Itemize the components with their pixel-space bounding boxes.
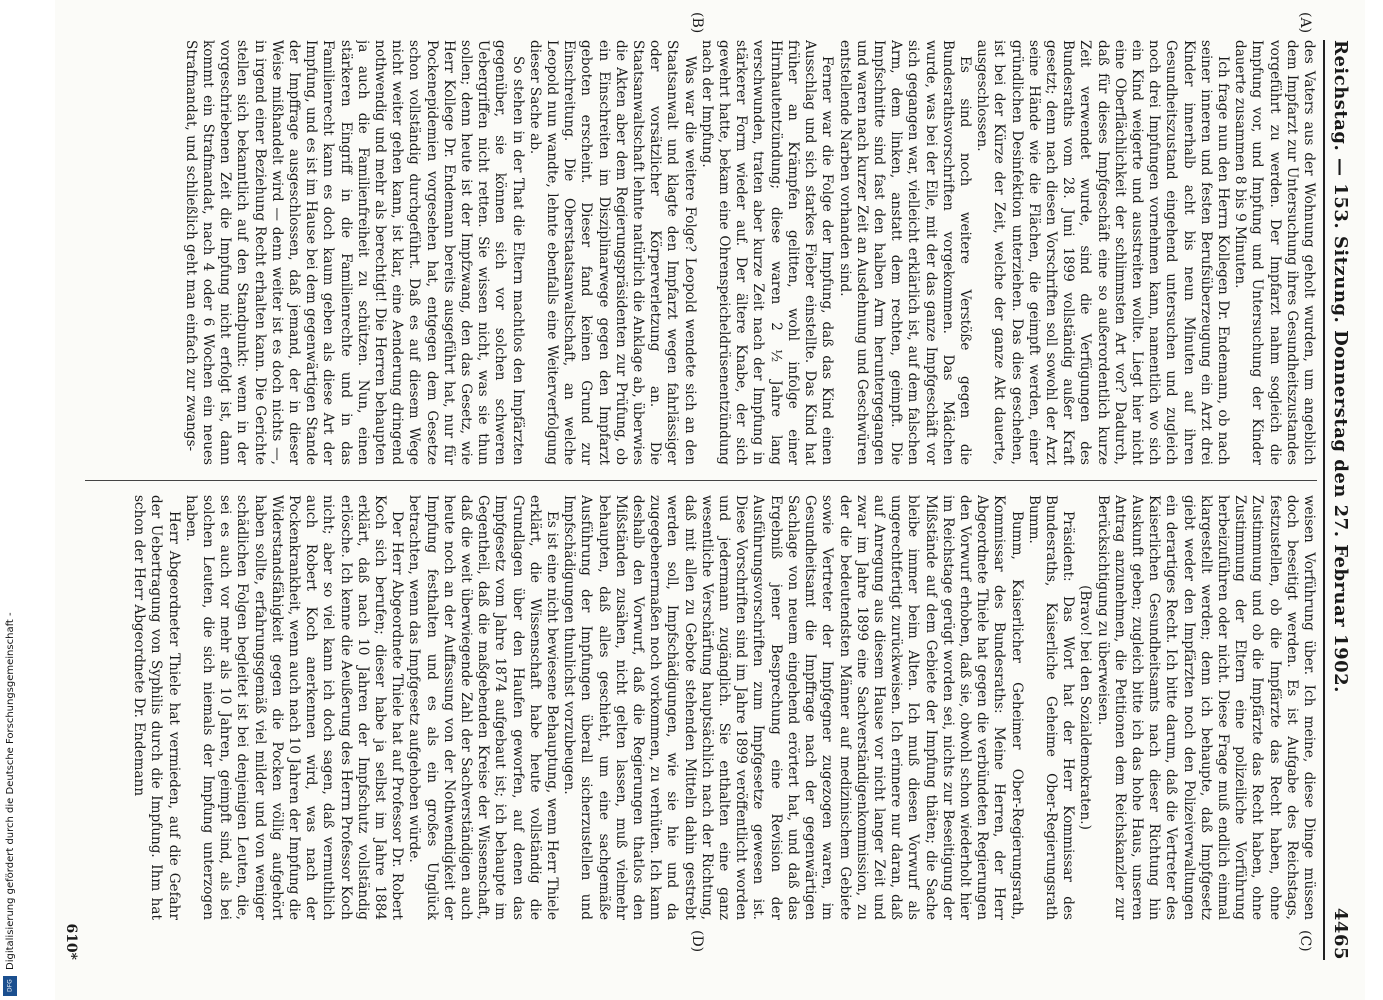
paragraph: Ferner war die Folge der Impfung, daß das Kind einen Ausschlag und sich starkes Fieber einstellte. Das Kind hat früher an Krämpfen gelitten, wohl infolge einer Hirnhautentzündung; diese waren 2 ½ Jahre lang verschwunden, traten aber kurze Zeit nach der Impfung in stärkerer Form wieder auf. Der ältere Knabe, der sich gewehrt hatte, bekam eine Ohrenspeicheldrüsenentzündung nach der Impfung.: [698, 40, 836, 465]
page-number: 4465: [1330, 907, 1352, 960]
digitization-notice: Digitalisierung gefördert durch die Deutsche Forschungsgemeinschaft -: [5, 612, 16, 970]
paragraph: Der Herr Abgeordnete Thiele hat auf Professor Dr. Robert Koch sich berufen; dieser habe ja selbst im Jahre 1884 erklärt, daß nach 10 Jahren der Impfschutz vollständig erlösche. Ich kenne die Aeußerung des Herrn Professor Koch nicht; aber so viel kann ich doch sagen, daß vermuthlich auch Robert Koch anerkennen wird, was nach der Pockenkrankheit, wenn auch nach 10 Jahren der Impfung die Widerstandsfähigkeit gegen die Pocken völlig aufgehört haben sollte, erfahrungsgemäß viel milder und von weniger schädlichen Folgen begleitet ist bei denjenigen Leuten, die, sei es auch vor mehr als 10 Jahren, geimpft sind, als bei solchen Leuten, die sich niemals der Impfung unterzogen haben.: [182, 495, 406, 920]
paragraph: Präsident: Das Wort hat der Herr Kommissar des Bundesraths, Kaiserliche Geheime Ober-Regierungsrath Bumm.: [1025, 495, 1077, 920]
margin-mark-d: (D): [689, 930, 705, 953]
right-column: [85, 495, 1317, 920]
page-header: [1327, 40, 1355, 960]
paragraph: Ich frage nun den Herrn Kollegen Dr. Endemann, ob nach seiner inneren und festen Berufsüberzeugung ein Arzt drei Kinder innerhalb acht bis neun Minuten auf ihren Gesundheitszustand eingehend untersuchen und zugleich noch drei Impfungen vornehmen kann, namentlich wo sich ein Kind weigerte und ausstreiten wollte. Liegt hier nicht eine Oberflächlichkeit der schlimmsten Art vor? Dadurch, daß für dieses Impfgeschäft eine so außerordentlich kurze Zeit verwendet wurde, sind die Verfügungen des Bundesraths vom 28. Juni 1899 vollständig außer Kraft gesetzt; denn nach diesen Vorschriften soll sowohl der Arzt seine Hände wie die Flächen, die geimpft werden, einer gründlichen Desinfektion unterziehen. Das dies geschehen, ist bei der Kürze der Zeit, welche der ganze Akt dauerte, ausgeschlossen.: [974, 40, 1231, 465]
margin-mark-a: (A): [1297, 12, 1313, 34]
paragraph: Herr Abgeordneter Thiele hat vermieden, auf die Gefahr der Uebertragung von Syphilis durch die Impfung. Ihm hat schon der Herr Abgeordnete Dr. Endemann: [131, 495, 182, 920]
newspaper-page: [55, 0, 1365, 1000]
dfg-logo-icon: DFG: [3, 976, 17, 996]
left-column: [85, 40, 1317, 465]
paragraph: Was war die weitere Folge? Leopold wendete sich an den Staatsanwalt und klagte den Impfarzt wegen fahrlässiger oder vorsätzlicher Körperverletzung an. Die Staatsanwaltschaft lehnte natürlich die Anklage ab, überwies die Akten aber dem Regierungspräsidenten zur Prüfung, ob ein Einschreiten im Disziplinarwege gegen den Impfarzt geboten erscheint. Dieser fand keinen Grund zur Einschreitung. Die Oberstaatsanwaltschaft, an welche Leopold nun wandte, lehnte ebenfalls eine Weiterverfolgung dieser Sache ab.: [526, 40, 698, 465]
paragraph: Es ist eine nicht bewiesene Behauptung, wenn Herr Thiele erklärt, die Wissenschaft habe heute vollständig die Grundlagen über den Haufen geworfen, auf denen das Impfgesetz vom Jahre 1874 aufgebaut ist; ich behaupte im Gegentheil, daß die maßgebenden Kreise der Wissenschaft, daß die weit überwiegende Zahl der Sachverständigen auch heute noch an der Auffassung von der Nothwendigkeit der Impfung festhalten und es als ein großes Unglück betrachten, wenn das Impfgesetz aufgehoben würde.: [406, 495, 561, 920]
margin-mark-c: (C): [1297, 930, 1313, 952]
header-rule: [1323, 40, 1325, 960]
column-divider: [85, 480, 1317, 481]
digitization-notice-strip: [0, 0, 20, 1000]
signature-mark: 610*: [63, 923, 79, 960]
header-title: Reichstag. — 153. Sitzung. Donnerstag den 27. Februar 1902.: [1330, 40, 1352, 693]
paragraph: Bumm, Kaiserlicher Geheimer Ober-Regierungsrath, Kommissar des Bundesraths: Meine Herren, der Herr Abgeordnete Thiele hat gegen die verbündeten Regierungen den Vorwurf erhoben, daß sie, obwohl schon wiederholt hier im Reichstage gerügt worden sei, nichts zur Beseitigung der Mißstände auf dem Gebiete der Impfung thäten; die Sache bleibe immer beim Alten. Ich muß diesen Vorwurf als ungerechtfertigt zurückweisen. Ich erinnere nur daran, daß auf Anregung aus diesem Hause vor nicht langer Zeit und zwar im Jahre 1899 eine Sachverständigenkommission, zu der die bedeutendsten Männer auf medizinischem Gebiete sowie Vertreter der Impfgegner zugezogen waren, im Gesundheitsamt die Impffrage nach der gegenwärtigen Sachlage von neuem eingehend erörtert hat, und daß das Ergebniß jener Besprechung eine Revision der Ausführungsvorschriften zum Impfgesetze gewesen ist. Diese Vorschriften sind im Jahre 1899 veröffentlicht worden und jedermann zugänglich. Sie enthalten eine ganz wesentliche Verschärfung hauptsächlich nach der Richtung, daß mit allen zu Gebote stehenden Mitteln dahin gestrebt werden soll, Impfschädigungen, wie sie hie und da zugegebenermaßen noch vorkommen, zu verhüten. Ich kann deshalb den Vorwurf, daß die Regierungen thatlos den Mißständen zusähen, nicht gelten lassen, muß vielmehr behaupten, daß alles geschieht, um eine sachgemäße Ausführung der Impfungen überall sicherzustellen und Impfschädigungen thunlichst vorzubeugen.: [561, 495, 1025, 920]
paragraph: (Bravo! bei den Sozialdemokraten.): [1077, 585, 1094, 830]
paragraph: So stehen in der That die Eltern machtlos den Impfärzten gegenüber, sie können sich vor solchen schweren Uebergriffen nicht retten. Sie wissen nicht, was sie thun sollen; denn heute ist der Impfzwang, den das Gesetz, wie Herr Kollege Dr. Endemann bereits ausgeführt hat, nur für Pockenepidemien vorgesehen hat, entgegen dem Gesetze schon vollständig durchgeführt. Daß es auf diesem Wege nicht weiter gehen kann, ist klar, eine Aenderung dringend nothwendig und mehr als berechtigt! Die Herren behaupten ja auch die Familienfreiheit zu schützen. Nun, einen stärkeren Eingriff in die Familienrechte und in das Familienrecht kann es doch kaum geben als diese Art der Impfung, und es ist im Hause bei dem gegenwärtigen Stande der Impffrage ausgeschlossen, daß jemand, der in dieser Weise mißhandelt wird — denn weiter ist es doch nichts —, in irgend einer Beziehung Recht erhalten kann. Die Gerichte stellen sich bekanntlich auf den Standpunkt: wenn in der vorgeschriebenen Zeit die Impfung nicht erfolgt ist, dann kommt ein Strafmandat, nach 4 oder 6 Wochen ein neues Strafmandat, und schließlich geht man einfach zur zwangs-: [182, 40, 526, 465]
paragraph: Es sind noch weitere Verstöße gegen die Bundesrathsvorschriften vorgekommen. Das Mädchen wurde, was bei der Eile, mit der das ganze Impfgeschäft vor sich gegangen war, vielleicht erklärlich ist, auf dem falschen Arm, dem linken, anstatt dem rechten, geimpft. Die Impfschnitte sind fast den halben Arm heruntergegangen und waren nach kurzer Zeit an Ausdehnung und Geschwüren entstellende Narben vorhanden sind.: [836, 40, 973, 465]
paragraph: weisen Vorführung über. Ich meine, diese Dinge müssen doch beseitigt werden. Es ist Aufgabe des Reichstags, festzustellen, ob die Impfärzte das Recht haben, ohne Zustimmung und ob die Impfärzte das Recht haben, ohne Zustimmung der Eltern eine polizeiliche Vorführung herbeizuführen oder nicht. Diese Frage muß endlich einmal klargestellt werden; denn ich behaupte, daß Impfgesetz giebt weder den Impfärzten noch den Polizeiverwaltungen ein derartiges Recht. Ich bitte darum, daß die Vertreter des Kaiserlichen Gesundheitsamts nach dieser Richtung hin Auskunft geben; zugleich bitte ich das hohe Haus, unseren Antrag anzunehmen, die Petitionen dem Reichskanzler zur Berücksichtigung zu überweisen.: [1094, 495, 1317, 920]
margin-mark-b: (B): [689, 12, 705, 34]
paragraph: des Vaters aus der Wohnung geholt wurden, um angeblich dem Impfarzt zur Untersuchung ihres Gesundheitszustandes vorgeführt zu werden. Der Impfarzt nahm sogleich die Impfung vor, und Impfung und Untersuchung der Kinder dauerte zusammen 8 bis 9 Minuten.: [1232, 40, 1317, 465]
